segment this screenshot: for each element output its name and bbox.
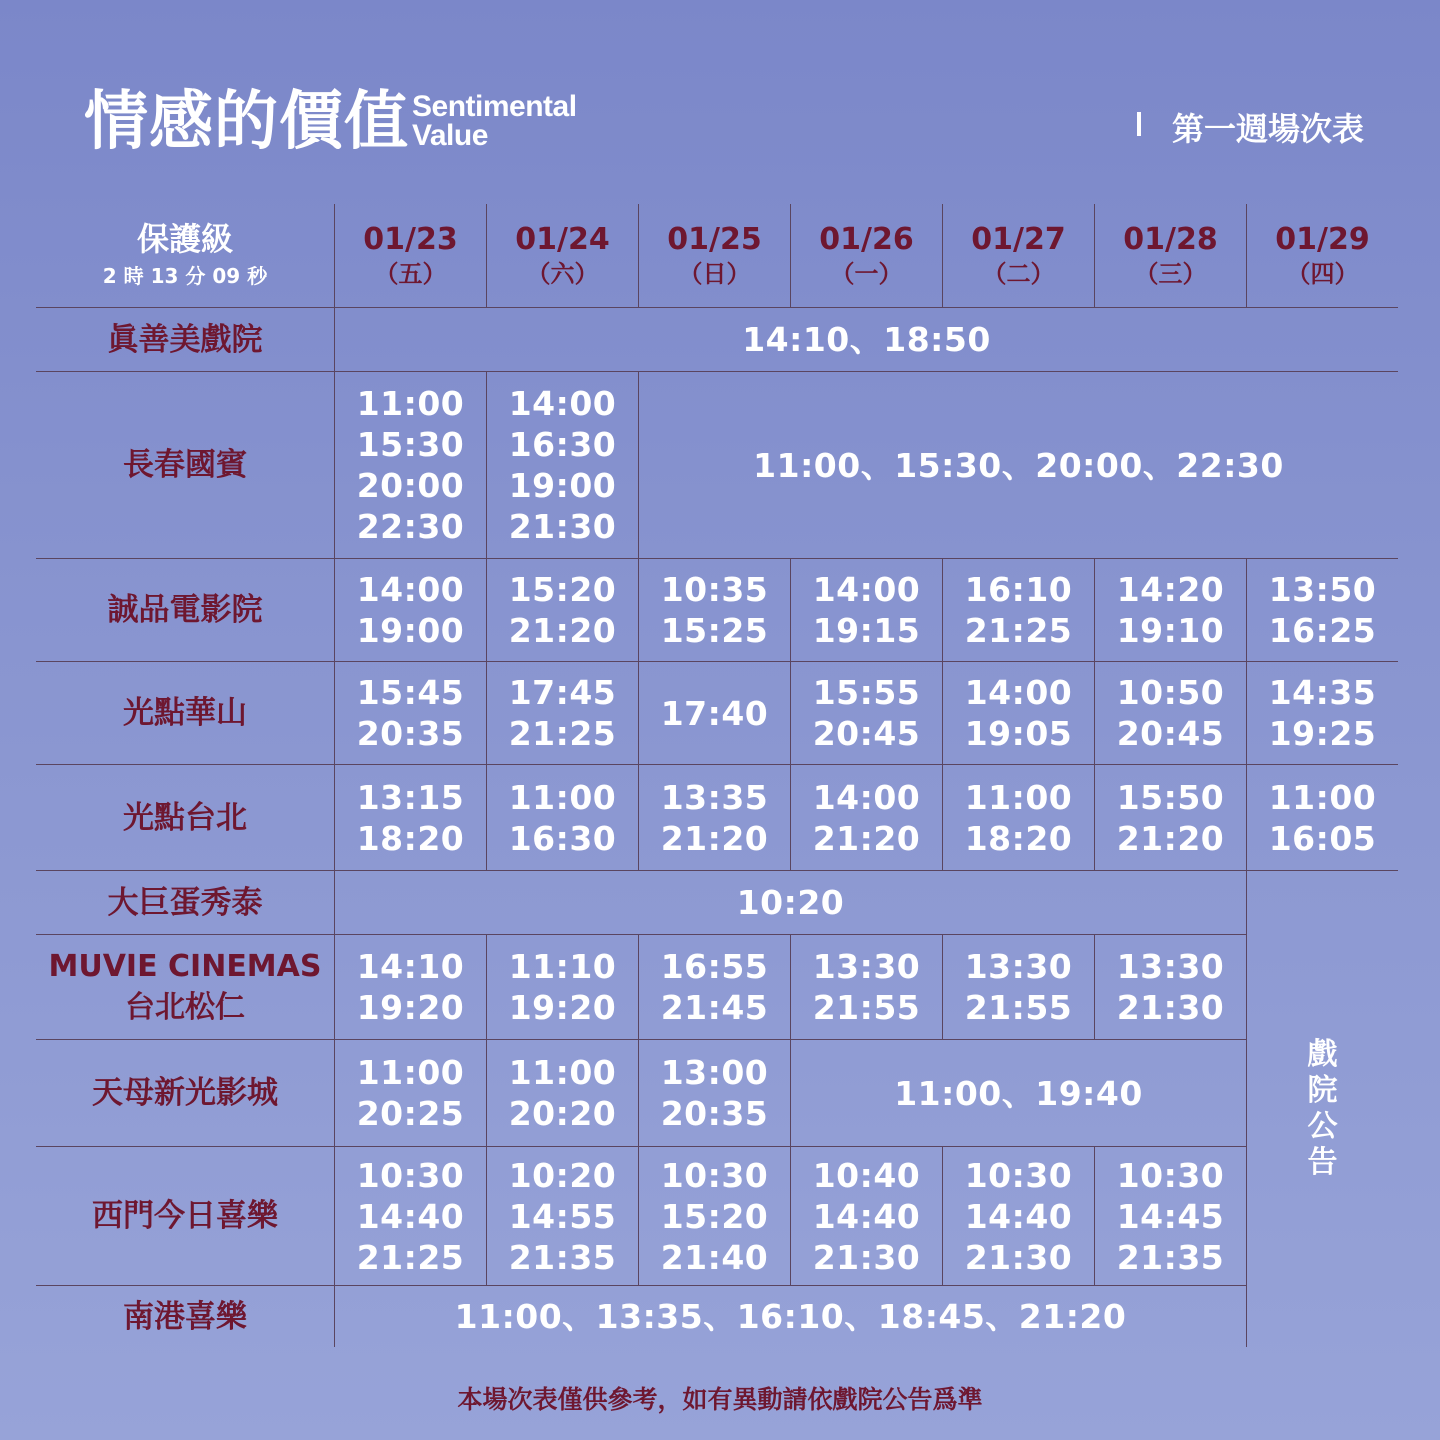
theater-name: 南港喜樂 xyxy=(123,1298,247,1335)
showtime-text: 15:55 20:45 xyxy=(812,673,921,753)
showtime-cell xyxy=(942,935,1094,1040)
showtime-text: 13:30 21:30 xyxy=(1116,947,1225,1027)
showtime-cell xyxy=(486,1040,638,1147)
showtime-cell xyxy=(638,662,790,765)
date-label: 01/24 xyxy=(515,221,610,257)
showtime-cell xyxy=(638,1147,790,1286)
showtime-text: 11:00、13:35、16:10、18:45、21:20 xyxy=(454,1297,1127,1336)
date-label: 01/25 xyxy=(667,221,762,257)
theater-name-cell xyxy=(36,871,334,935)
theater-name-cell xyxy=(36,308,334,372)
weekday-label: （五） xyxy=(374,259,447,288)
showtime-cell xyxy=(638,935,790,1040)
showtime-text: 14:35 19:25 xyxy=(1268,673,1377,753)
showtime-text: 17:45 21:25 xyxy=(508,673,617,753)
showtime-cell xyxy=(334,1286,1246,1347)
theater-name: 西門今日喜樂 xyxy=(92,1198,278,1234)
date-label: 01/29 xyxy=(1275,221,1370,257)
showtime-text: 11:10 19:20 xyxy=(508,947,617,1027)
showtime-text: 16:10 21:25 xyxy=(964,570,1073,650)
theater-name-cell xyxy=(36,1286,334,1347)
showtime-text: 11:00 16:05 xyxy=(1268,777,1377,858)
theater-name-cell xyxy=(36,662,334,765)
theater-name-cell xyxy=(36,1040,334,1147)
showtime-text: 10:30 14:45 21:35 xyxy=(1116,1155,1225,1277)
weekday-label: （三） xyxy=(1134,259,1207,288)
date-header xyxy=(1123,222,1217,290)
showtime-text: 14:00 21:20 xyxy=(812,777,921,858)
showtime-cell xyxy=(334,1147,486,1286)
date-header xyxy=(363,222,457,290)
theater-name: 誠品電影院 xyxy=(107,592,263,628)
showtime-cell xyxy=(334,1040,486,1147)
showtime-cell xyxy=(334,871,1246,935)
showtime-cell xyxy=(638,1040,790,1147)
showtime-cell xyxy=(1094,1147,1246,1286)
showtime-cell xyxy=(486,372,638,559)
showtime-cell xyxy=(942,1147,1094,1286)
weekday-label: （一） xyxy=(830,259,903,288)
showtime-cell xyxy=(790,765,942,871)
showtime-text: 14:10 19:20 xyxy=(356,947,465,1027)
showtime-cell xyxy=(638,765,790,871)
date-label: 01/28 xyxy=(1123,221,1218,257)
date-header xyxy=(1275,222,1369,290)
date-header xyxy=(515,222,609,290)
footer-note: 本場次表僅供參考，如有異動請依戲院公告爲準 xyxy=(457,1385,983,1414)
showtime-text: 13:00 20:35 xyxy=(660,1053,769,1133)
showtime-text: 11:00 20:20 xyxy=(508,1053,617,1133)
showtime-text: 10:30 14:40 21:25 xyxy=(356,1155,465,1277)
date-header-cell xyxy=(942,204,1094,308)
theater-name: 大巨蛋秀泰 xyxy=(107,884,263,921)
showtime-cell xyxy=(1094,559,1246,662)
showtime-text: 10:30 15:20 21:40 xyxy=(660,1155,769,1277)
showtime-text: 11:00、15:30、20:00、22:30 xyxy=(753,445,1284,485)
showtime-text: 10:50 20:45 xyxy=(1116,673,1225,753)
showtime-cell xyxy=(1094,662,1246,765)
showtime-cell xyxy=(790,1147,942,1286)
showtime-cell xyxy=(334,662,486,765)
schedule-table xyxy=(36,204,1376,1348)
showtime-cell xyxy=(486,765,638,871)
showtime-cell xyxy=(486,559,638,662)
theater-name-cell xyxy=(36,372,334,559)
showtime-text: 15:20 21:20 xyxy=(508,570,617,650)
rating-label: 保護級 xyxy=(136,219,233,258)
theater-notice-cell xyxy=(1246,871,1398,1347)
showtime-text: 11:00 18:20 xyxy=(964,777,1073,858)
showtime-cell xyxy=(334,559,486,662)
date-header-cell xyxy=(790,204,942,308)
showtime-text: 14:20 19:10 xyxy=(1116,570,1225,650)
showtime-cell xyxy=(334,765,486,871)
showtime-text: 13:15 18:20 xyxy=(356,777,465,858)
date-header xyxy=(819,222,913,290)
theater-name: 光點台北 xyxy=(123,799,247,836)
rating-header-cell xyxy=(36,204,334,308)
showtime-text: 13:30 21:55 xyxy=(964,947,1073,1027)
showtime-cell xyxy=(334,308,1398,372)
english-title-line2: Value xyxy=(412,119,488,152)
date-label: 01/27 xyxy=(971,221,1066,257)
theater-name: 長春國賓 xyxy=(123,447,247,483)
showtime-cell xyxy=(942,765,1094,871)
showtime-text: 13:50 16:25 xyxy=(1268,570,1377,650)
showtime-text: 11:00 15:30 20:00 22:30 xyxy=(356,384,465,546)
showtime-cell xyxy=(1094,935,1246,1040)
theater-name-cell xyxy=(36,765,334,871)
showtime-text: 10:20 xyxy=(736,883,845,922)
theater-name-cell xyxy=(36,1147,334,1286)
date-header-cell xyxy=(486,204,638,308)
weekday-label: （四） xyxy=(1286,259,1359,288)
english-title-line1: Sentimental xyxy=(412,90,577,123)
showtime-text: 11:00 20:25 xyxy=(356,1053,465,1133)
showtime-cell xyxy=(1094,765,1246,871)
runtime-label: 2 時 13 分 09 秒 xyxy=(102,263,268,288)
theater-notice-text: 戲院公告 xyxy=(1307,1037,1338,1180)
showtime-cell xyxy=(942,662,1094,765)
date-label: 01/23 xyxy=(363,221,458,257)
weekday-label: （六） xyxy=(526,259,599,288)
weekday-label: （日） xyxy=(678,259,751,288)
date-header-cell xyxy=(638,204,790,308)
date-header-cell xyxy=(334,204,486,308)
showtime-cell xyxy=(1246,662,1398,765)
theater-name: 天母新光影城 xyxy=(92,1075,278,1111)
showtime-text: 10:20 14:55 21:35 xyxy=(508,1155,617,1277)
showtime-cell xyxy=(334,935,486,1040)
showtime-text: 10:35 15:25 xyxy=(660,570,769,650)
theater-name: 眞善美戲院 xyxy=(107,321,263,358)
showtime-text: 14:00 19:00 xyxy=(356,570,465,650)
weekday-label: （二） xyxy=(982,259,1055,288)
theater-name-cell xyxy=(36,559,334,662)
week-label-bar xyxy=(1137,112,1141,136)
date-header xyxy=(971,222,1065,290)
showtime-cell xyxy=(334,372,486,559)
showtime-cell xyxy=(790,559,942,662)
showtime-cell xyxy=(790,935,942,1040)
english-title xyxy=(412,92,577,150)
theater-name-cell xyxy=(36,935,334,1040)
showtime-text: 14:10、18:50 xyxy=(742,320,991,359)
showtime-text: 15:45 20:35 xyxy=(356,673,465,753)
week-label: 第一週場次表 xyxy=(1171,110,1364,148)
showtime-text: 14:00 16:30 19:00 21:30 xyxy=(508,384,617,546)
showtime-text: 15:50 21:20 xyxy=(1116,777,1225,858)
date-header xyxy=(667,222,761,290)
showtime-text: 11:00、19:40 xyxy=(894,1073,1143,1113)
showtime-text: 16:55 21:45 xyxy=(660,947,769,1027)
showtime-text: 13:30 21:55 xyxy=(812,947,921,1027)
date-header-cell xyxy=(1246,204,1398,308)
showtime-text: 10:40 14:40 21:30 xyxy=(812,1155,921,1277)
date-header-cell xyxy=(1094,204,1246,308)
showtime-text: 13:35 21:20 xyxy=(660,777,769,858)
showtime-text: 17:40 xyxy=(660,693,769,733)
showtime-cell xyxy=(942,559,1094,662)
showtime-text: 14:00 19:05 xyxy=(964,673,1073,753)
theater-name: MUVIE CINEMAS 台北松仁 xyxy=(48,949,322,1025)
showtime-cell xyxy=(638,372,1398,559)
showtime-cell xyxy=(486,935,638,1040)
showtime-text: 10:30 14:40 21:30 xyxy=(964,1155,1073,1277)
showtime-cell xyxy=(1246,765,1398,871)
showtime-cell xyxy=(486,1147,638,1286)
showtime-text: 14:00 19:15 xyxy=(812,570,921,650)
showtime-cell xyxy=(486,662,638,765)
page-title: 情感的價值 xyxy=(84,85,409,159)
date-label: 01/26 xyxy=(819,221,914,257)
theater-name: 光點華山 xyxy=(123,695,247,731)
showtime-cell xyxy=(790,1040,1246,1147)
showtime-text: 11:00 16:30 xyxy=(508,777,617,858)
showtime-cell xyxy=(638,559,790,662)
showtime-cell xyxy=(790,662,942,765)
showtime-cell xyxy=(1246,559,1398,662)
